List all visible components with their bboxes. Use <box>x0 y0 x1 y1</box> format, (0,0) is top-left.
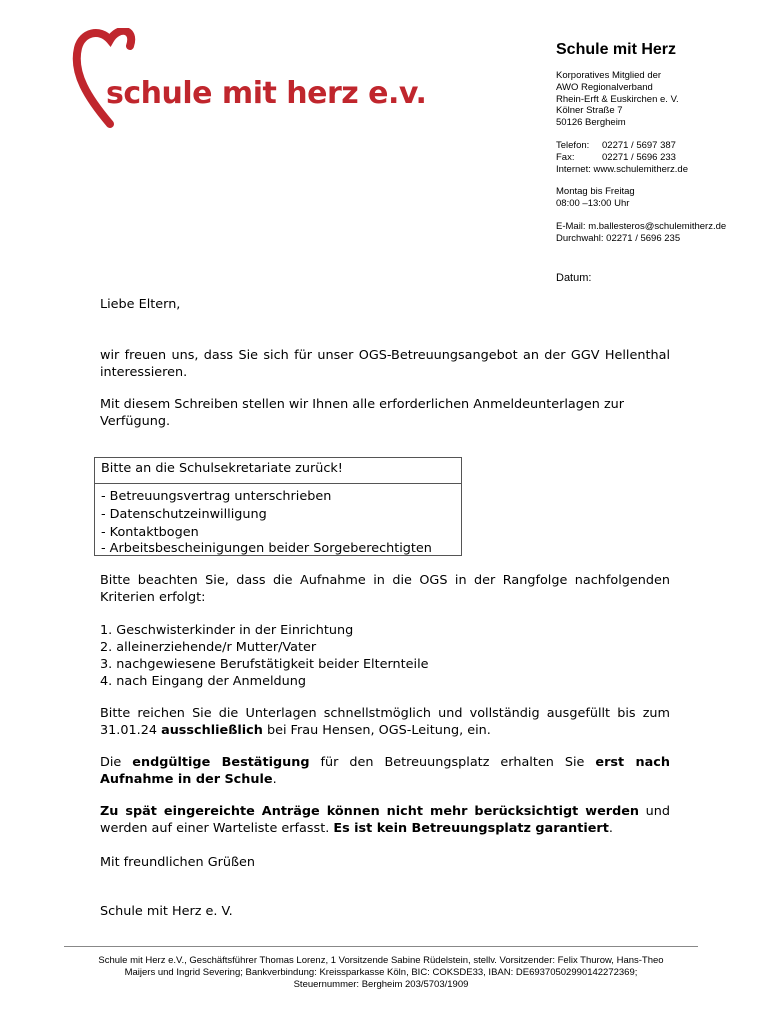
list-item: 4. nach Eingang der Anmeldung <box>100 674 307 689</box>
footer-line: Steuernummer: Bergheim 203/5703/1909 <box>293 979 469 990</box>
deadline-text: Bitte reichen Sie die Unterlagen schnellstmöglich und vollständig ausgefüllt bis zum 31.01.24 <box>100 706 670 738</box>
address-line: 50126 Bergheim <box>556 117 626 129</box>
signature: Schule mit Herz e. V. <box>100 904 233 919</box>
list-item: - Datenschutzeinwilligung <box>101 507 267 522</box>
address-line: Kölner Straße 7 <box>556 105 623 117</box>
documents-paragraph: Mit diesem Schreiben stellen wir Ihnen alle erforderlichen Anmeldeunterlagen zur Verfügung. <box>100 397 625 429</box>
website-line: Internet: www.schulemitherz.de <box>556 163 689 175</box>
address-line: Rhein-Erft & Euskirchen e. V. <box>556 93 679 105</box>
email-line: E-Mail: m.ballesteros@schulemitherz.de <box>556 220 727 232</box>
sender-name: Schule mit Herz <box>556 41 677 58</box>
office-hours <box>556 186 766 210</box>
address-line: Korporatives Mitglied der <box>556 70 662 81</box>
late-text: und werden auf einer Warteliste erfasst. <box>100 804 670 836</box>
deadline-emphasis: ausschließlich <box>161 723 263 738</box>
list-item: 2. alleinerziehende/r Mutter/Vater <box>100 640 317 655</box>
list-item: 3. nachgewiesene Berufstätigkeit beider Elternteile <box>100 657 429 672</box>
list-item: - Kontaktbogen <box>101 525 199 540</box>
criteria-intro: Bitte beachten Sie, dass die Aufnahme in die OGS in der Rangfolge nachfolgenden Kriterien erfolgt: <box>100 573 670 605</box>
late-emphasis-2: Es ist kein Betreuungsplatz garantiert <box>333 821 609 836</box>
late-text-end: . <box>608 821 613 836</box>
fax-number: 02271 / 5696 233 <box>602 151 676 163</box>
sender-info <box>556 40 766 256</box>
closing: Mit freundlichen Grüßen <box>100 855 256 870</box>
phone-number: 02271 / 5697 387 <box>602 139 676 151</box>
footer-line: Maijers und Ingrid Severing; Bankverbindung: Kreissparkasse Köln, BIC: COKSDE33, IBAN: DE69370502990142272369; <box>124 967 638 978</box>
address-line: AWO Regionalverband <box>556 81 653 93</box>
deadline-text-end: bei Frau Hensen, OGS-Leitung, ein. <box>262 723 491 738</box>
date-label: Datum: <box>556 272 592 284</box>
intro-paragraph: wir freuen uns, dass Sie sich für unser OGS-Betreuungsangebot an der GGV Hellenthal interessieren. <box>100 348 670 380</box>
confirm-text: Die <box>100 755 133 770</box>
criteria-list <box>100 622 670 690</box>
list-item: - Arbeitsbescheinigungen beider Sorgeberechtigten <box>101 541 432 556</box>
box-title: Bitte an die Schulsekretariate zurück! <box>95 458 461 484</box>
deadline-paragraph <box>100 705 670 739</box>
page-footer <box>64 946 698 991</box>
late-submission-paragraph <box>100 803 670 837</box>
letter-body <box>100 296 670 430</box>
footer-line: Schule mit Herz e.V., Geschäftsführer Thomas Lorenz, 1 Vorsitzende Sabine Rüdelstein, stellv. Vorsitzender: Felix Thurow, Hans-Theo <box>98 955 664 966</box>
return-documents-box <box>94 457 462 556</box>
box-list <box>95 484 461 556</box>
fax-label: Fax: <box>556 151 575 163</box>
logo-wordmark: schule mit herz e.v. <box>106 76 427 111</box>
confirm-text-end: . <box>272 772 277 787</box>
direct-dial-line: Durchwahl: 02271 / 5696 235 <box>556 232 681 244</box>
confirm-emphasis: endgültige Bestätigung <box>132 755 310 770</box>
phone-line <box>556 140 766 152</box>
greeting: Liebe Eltern, <box>100 297 181 312</box>
confirm-emphasis-2: erst nach Aufnahme in der Schule <box>100 755 670 787</box>
sender-address <box>556 70 766 129</box>
office-time: 08:00 –13:00 Uhr <box>556 198 630 210</box>
organization-logo <box>70 28 430 128</box>
letter-body-continued <box>100 572 670 920</box>
phone-label: Telefon: <box>556 139 590 151</box>
fax-line <box>556 152 766 164</box>
direct-contact <box>556 221 766 245</box>
office-days: Montag bis Freitag <box>556 186 635 198</box>
list-item: 1. Geschwisterkinder in der Einrichtung <box>100 623 354 638</box>
late-emphasis: Zu spät eingereichte Anträge können nicht mehr berücksichtigt werden <box>100 804 640 819</box>
confirm-text-mid: für den Betreuungsplatz erhalten Sie <box>309 755 596 770</box>
list-item: - Betreuungsvertrag unterschrieben <box>101 489 332 504</box>
confirmation-paragraph <box>100 754 670 788</box>
sender-contact <box>556 140 766 175</box>
